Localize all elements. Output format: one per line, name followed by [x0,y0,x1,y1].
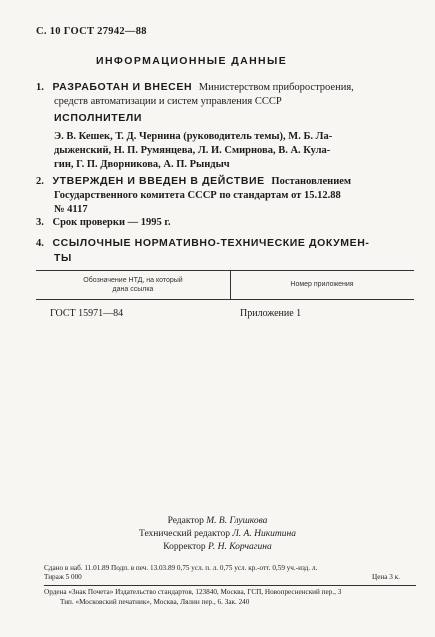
table-row-ntd: ГОСТ 15971—84 [50,308,124,319]
section-4-heading-line1: ССЫЛОЧНЫЕ НОРМАТИВНО-ТЕХНИЧЕСКИЕ ДОКУМЕН- [52,237,370,249]
table-header-ntd-line1: Обозначение НТД, на который [83,277,183,284]
performers-line1: Э. В. Кешек, Т. Д. Чернина (руководитель темы), М. Б. Ла- [54,131,333,142]
section-4-number: 4. [36,238,44,249]
section-3-number: 3. [36,217,44,228]
performers-line2: дыженский, Н. П. Румянцева, Л. И. Смирнова, В. А. Кула- [54,145,331,156]
credit-tech-editor [0,529,435,539]
section-4-heading-line2: ТЫ [54,252,72,264]
table-header-appendix: Номер приложения [290,281,354,288]
performers-list [54,130,411,172]
section-3 [36,216,171,230]
imprint-price: Цена 3 к. [372,573,400,581]
page-header: С. 10 ГОСТ 27942—88 [36,26,147,37]
editor-name: М. В. Глушкова [206,516,268,526]
section-1 [36,80,411,109]
imprint-line1: Сдано в наб. 11.01.89 Подп. в печ. 13.03.89 0,75 усл. п. л. 0,75 усл. кр.-отт. 0,59 уч.-изд. л. [44,564,318,572]
section-2-text-line1: Постановлением [271,176,352,187]
proofreader-name: Р. Н. Корчагина [207,542,272,552]
table-header-ntd-line2: дана ссылка [112,286,154,293]
section-1-text-line2: средств автоматизации и систем управления СССР [54,96,282,107]
performers-heading: ИСПОЛНИТЕЛИ [54,112,143,124]
document-title: ИНФОРМАЦИОННЫЕ ДАННЫЕ [96,55,288,67]
editor-label: Редактор [167,516,204,526]
section-2-number: 2. [36,176,44,187]
table-header-ntd [36,276,230,294]
section-1-text-line1: Министерством приборостроения, [198,82,354,93]
section-4 [36,236,416,265]
imprint-publisher: Ордена «Знак Почета» Издательство стандартов, 123840, Москва, ГСП, Новопресненский пер., 3 [44,588,342,596]
imprint-print-run: Тираж 5 000 [44,573,82,581]
tech-editor-name: Л. А. Никитина [232,529,296,539]
credit-proofreader [0,542,435,552]
section-2-text-line2: Государственного комитета СССР по стандартам от 15.12.88 [54,190,341,201]
tech-editor-label: Технический редактор [139,529,230,539]
table-header-rule [36,299,414,300]
section-1-heading: РАЗРАБОТАН И ВНЕСЕН [52,81,193,93]
section-2-heading: УТВЕРЖДЕН И ВВЕДЕН В ДЕЙСТВИЕ [52,175,265,187]
section-2 [36,174,411,217]
table-row-appendix: Приложение 1 [240,308,302,319]
section-3-text: Срок проверки — 1995 г. [52,217,171,228]
credit-editor [0,516,435,526]
performers-line3: гин, Г. П. Дворникова, А. П. Рындыч [54,159,230,170]
section-2-text-line3: № 4117 [54,204,88,215]
proofreader-label: Корректор [163,542,206,552]
table-top-rule [36,270,414,271]
imprint-rule [44,585,416,586]
imprint-printer: Тип. «Московский печатник», Москва, Лялин пер., 6. Зак. 240 [60,598,250,606]
section-1-number: 1. [36,82,44,93]
